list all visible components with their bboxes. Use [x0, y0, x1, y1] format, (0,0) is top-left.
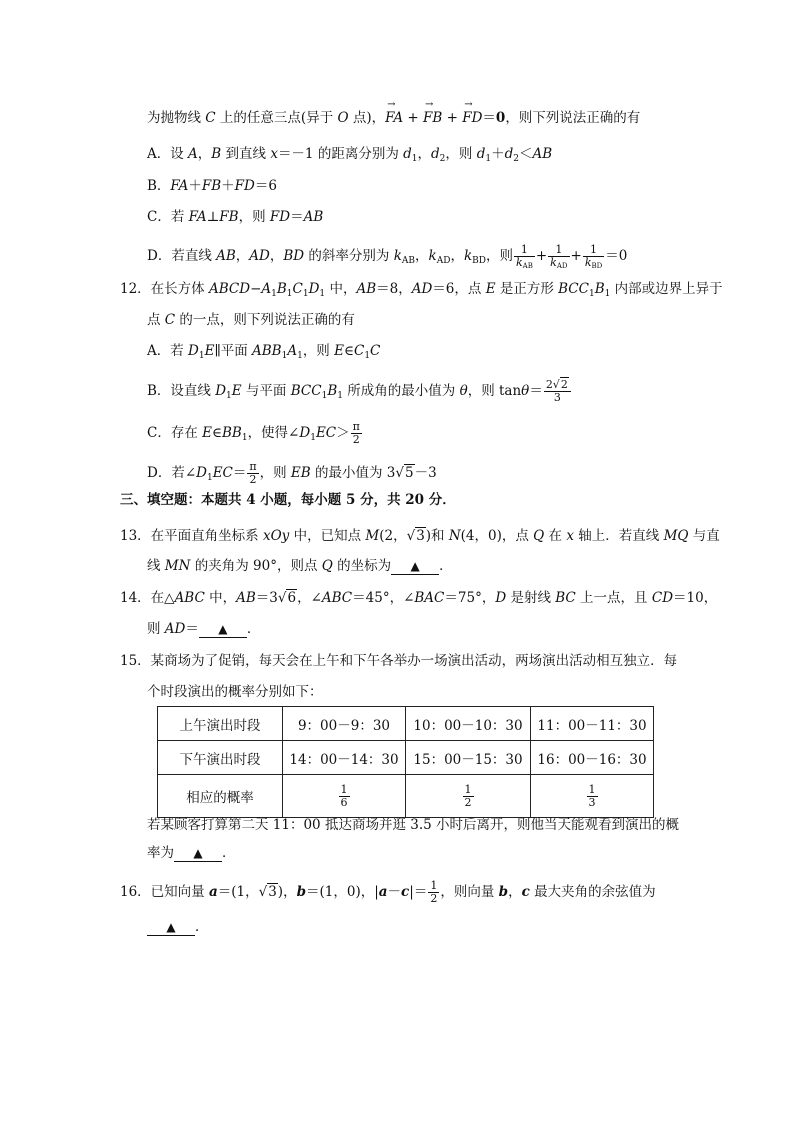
q12-option-b: B．设直线 $D_1E$ 与平面 $BCC_1B_1$ 所成角的最小值为 θ，则 tanθ＝ $\frac{2√2}{3}$: [147, 379, 572, 404]
q15-line4: 率为 ▲ ．: [147, 845, 236, 861]
q15-line2: 个时段演出的概率分别如下：: [147, 684, 323, 700]
prob-denominator: 2: [464, 795, 472, 809]
q13-answer-blank[interactable]: ▲: [391, 558, 439, 575]
table-cell: 10：00－10：30: [406, 707, 531, 741]
q12-stem-line1: 12．在长方体 $ABCD-A_1B_1C_1D_1$ 中，AB＝8，AD＝6，点 E 是正方形 $BCC_1B_1$ 内部或边界上异于: [120, 281, 723, 299]
table-cell: 15：00－15：30: [406, 741, 531, 775]
q12-option-c: C．存在 $E\in BB_1$，使得$\angle D_1EC>$ $\frac{\pi}{2}$: [147, 420, 360, 446]
q13-line2: 线 MN 的夹角为 90°，则点 Q 的坐标为 ▲ ．: [147, 558, 453, 574]
q16-line1: 16．已知向量 a＝(1，√3)，b＝(1，0)，|a－c|＝ $\frac{1}{2}$ ，则向量 b，c 最大夹角的余弦值为: [120, 879, 656, 905]
prob-numerator: 1: [464, 782, 472, 796]
table-cell: 9：00－9：30: [283, 707, 406, 741]
q13-line1: 13．在平面直角坐标系 xOy 中，已知点 M(2，√3)和 N(4，0)，点 Q 在 x 轴上．若直线 MQ 与直: [120, 528, 720, 544]
q11-option-c: C．若 FA⊥FB，则 FD＝AB: [147, 209, 324, 225]
prob-denominator: 3: [588, 795, 596, 809]
q11-option-b: B．FA＋FB＋FD＝6: [147, 178, 277, 194]
table-cell: 14：00－14：30: [283, 741, 406, 775]
table-cell: 相应的概率: [158, 775, 283, 818]
q11-option-d: D．若直线 AB，AD，BD 的斜率分别为 $k_{AB}$，$k_{AD}$，$k_{BD}$，则 $\frac{1}{k_{AB}}$ + $\frac{1}{k_{AD}}$ + $\frac{1}{k_{BD}}$ ＝0: [147, 243, 628, 270]
prob-numerator: 1: [340, 782, 348, 796]
table-row: [158, 707, 654, 741]
table-cell: [283, 775, 406, 818]
q16-line2: ▲ ．: [147, 917, 209, 937]
table-cell: 下午演出时段: [158, 741, 283, 775]
q14-answer-blank[interactable]: ▲: [199, 621, 247, 638]
q12-stem-line2: 点 C 的一点，则下列说法正确的有: [147, 312, 355, 328]
prob-numerator: 1: [588, 782, 596, 796]
q15-answer-blank[interactable]: ▲: [174, 845, 222, 862]
q11-option-a: A．设 A，B 到直线 x＝－1 的距离分别为 $d_1$，$d_2$，则 $d_1+d_2<AB$: [147, 146, 553, 164]
section3-heading: 三、填空题：本题共 4 小题，每小题 5 分，共 20 分．: [120, 492, 456, 508]
table-cell: 16：00－16：30: [531, 741, 654, 775]
q16-answer-blank[interactable]: ▲: [147, 919, 195, 936]
q12-option-a: A．若 $D_1E\parallel$平面 $ABB_1A_1$，则 $E\in C_1C$: [147, 343, 381, 361]
table-cell: 11：00－11：30: [531, 707, 654, 741]
q15-line3: 若某顾客打算第二天 11：00 抵达商场并逛 3.5 小时后离开，则他当天能观看到演出的概: [147, 817, 679, 833]
q11-intro: 为抛物线 C 上的任意三点(异于 O 点)，→ FA + → FB + → FD＝0，则下列说法正确的有: [147, 108, 640, 128]
q15-line1: 15．某商场为了促销，每天会在上午和下午各举办一场演出活动，两场演出活动相互独立．每: [120, 653, 678, 669]
table-row: [158, 741, 654, 775]
table-row: [158, 775, 654, 818]
q14-line1: 14．在△ABC 中，AB＝3√6，∠ABC＝45°，∠BAC＝75°，D 是射线 BC 上一点，且 CD＝10，: [120, 590, 718, 606]
q12-option-d: D．若$\angle D_1EC=$ $\frac{\pi}{2}$ ，则 EB 的最小值为 3√5－3: [147, 460, 437, 486]
q14-line2: 则 AD＝ ▲ ．: [147, 621, 261, 637]
prob-denominator: 6: [340, 795, 348, 809]
table-cell: [406, 775, 531, 818]
table-cell: 上午演出时段: [158, 707, 283, 741]
table-cell: [531, 775, 654, 818]
q15-schedule-table: [157, 706, 654, 818]
q15-line4-text: 率为: [147, 845, 174, 861]
